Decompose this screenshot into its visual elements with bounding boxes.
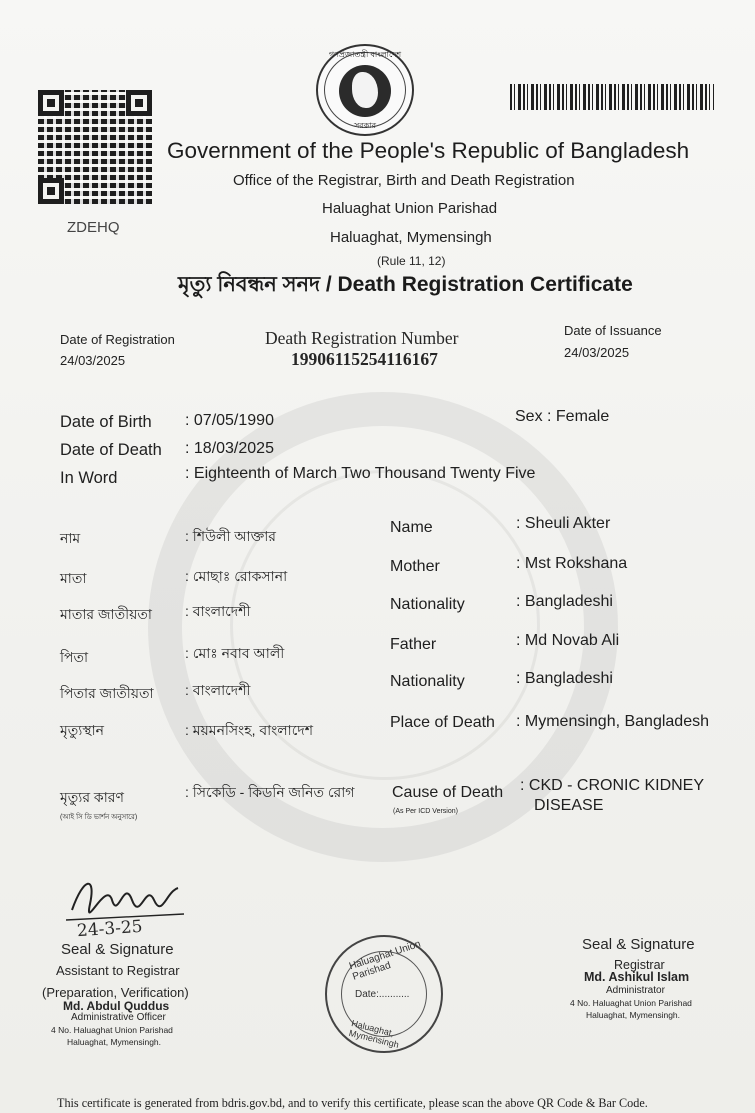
office-line-1: Office of the Registrar, Birth and Death Registration [233,172,575,189]
name-bn: : শিউলী আক্তার [185,528,276,544]
registrar-title: Registrar [614,958,665,972]
date-of-birth: : 07/05/1990 [185,412,274,429]
government-emblem-icon [316,44,414,136]
registrar-office-1: 4 No. Haluaghat Union Parishad [570,998,692,1008]
rule-text: (Rule 11, 12) [377,254,446,268]
father-value: : Md Novab Ali [516,632,620,649]
certificate-title: মৃত্যু নিবন্ধন সনদ / Death Registration Certificate [178,273,633,296]
cause-note: (As Per ICD Version) [393,808,458,815]
date-of-death: : 18/03/2025 [185,440,274,457]
assistant-registrar-subtitle: (Preparation, Verification) [42,985,189,1000]
father-nationality-bn: : বাংলাদেশী [185,682,251,698]
qr-finder-icon [38,90,64,116]
registrar-role: Administrator [606,985,665,996]
date-of-issuance: 24/03/2025 [564,345,630,360]
sex: Sex : Female [515,408,610,425]
mother-bn: : মোছাঃ রোকসানা [185,568,288,584]
father-nationality-bn-label: পিতার জাতীয়তা [60,685,154,701]
handwritten-date: 24-3-25 [76,916,144,942]
union-parishad-stamp [325,935,443,1053]
cause-of-death-line-1: : CKD - CRONIC KIDNEY [520,777,705,794]
mother-nationality-label: Nationality [390,596,465,613]
date-of-registration-label: Date of Registration [60,332,175,347]
father-bn-label: পিতা [60,649,89,665]
emblem-top-text: গণপ্রজাতন্ত্রী বাংলাদেশ [328,50,402,59]
stamp-date: Date:........... [355,989,410,1000]
assistant-registrar-office-1: 4 No. Haluaghat Union Parishad [51,1025,173,1035]
father-nationality: : Bangladeshi [516,670,613,687]
date-of-registration: 24/03/2025 [60,353,126,368]
in-word: : Eighteenth of March Two Thousand Twenty Five [185,465,536,482]
stamp-bottom-text: Haluaghat, Mymensingh [347,1018,400,1050]
name-value: : Sheuli Akter [516,515,611,532]
qr-finder-icon [38,178,64,204]
mother-label: Mother [390,558,440,575]
barcode [510,84,714,110]
father-nationality-label: Nationality [390,673,465,690]
name-label: Name [390,519,433,536]
qr-finder-icon [126,90,152,116]
cause-bn-note: (আই সি ডি ভার্শন অনুসারে) [60,814,138,821]
cause-bn-label: মৃত্যুর কারণ [60,789,124,805]
qr-code [38,90,152,204]
registrar-name: Md. Ashikul Islam [584,970,690,984]
right-seal-signature: Seal & Signature [582,936,695,953]
place-of-death-label: Place of Death [390,714,495,731]
registration-number: 19906115254116167 [291,349,438,369]
assistant-registrar-name: Md. Abdul Quddus [63,999,170,1013]
mother-bn-label: মাতা [60,570,87,586]
emblem-bottom-text: সরকার [353,121,376,130]
place-of-death: : Mymensingh, Bangladesh [516,713,709,730]
mother-value: : Mst Rokshana [516,555,628,572]
date-of-issuance-label: Date of Issuance [564,323,662,338]
left-seal-signature: Seal & Signature [61,941,174,958]
cause-bn: : সিকেডি - কিডনি জনিত রোগ [185,784,355,800]
cause-of-death-label: Cause of Death [392,784,504,801]
registrar-office-2: Haluaghat, Mymensingh. [586,1010,681,1020]
assistant-registrar-title: Assistant to Registrar [56,963,180,978]
date-of-birth-label: Date of Birth [60,413,152,431]
name-bn-label: নাম [60,530,81,546]
date-of-death-label: Date of Death [60,441,162,459]
place-bn: : ময়মনসিংহ, বাংলাদেশ [185,722,313,738]
government-title: Government of the People's Republic of Bangladesh [167,138,690,163]
office-line-2: Haluaghat Union Parishad [322,200,498,217]
in-word-label: In Word [60,469,118,487]
footer-note: This certificate is generated from bdris.gov.bd, and to verify this certificate, please scan the above QR Code & Bar Code. [57,1096,648,1110]
qr-code-text: ZDEHQ [67,219,120,236]
cause-of-death-line-2: DISEASE [534,797,604,814]
mother-nationality: : Bangladeshi [516,593,613,610]
father-bn: : মোঃ নবাব আলী [185,645,285,661]
stamp-top-text: Haluaghat Union Parishad [347,938,423,983]
office-line-3: Haluaghat, Mymensingh [330,229,492,246]
mother-nationality-bn: : বাংলাদেশী [185,603,251,619]
father-label: Father [390,636,437,653]
mother-nationality-bn-label: মাতার জাতীয়তা [60,606,152,622]
assistant-registrar-role: Administrative Officer [71,1012,166,1023]
registration-number-label: Death Registration Number [265,328,459,348]
place-bn-label: মৃত্যুস্থান [60,722,105,738]
assistant-registrar-office-2: Haluaghat, Mymensingh. [67,1037,162,1047]
